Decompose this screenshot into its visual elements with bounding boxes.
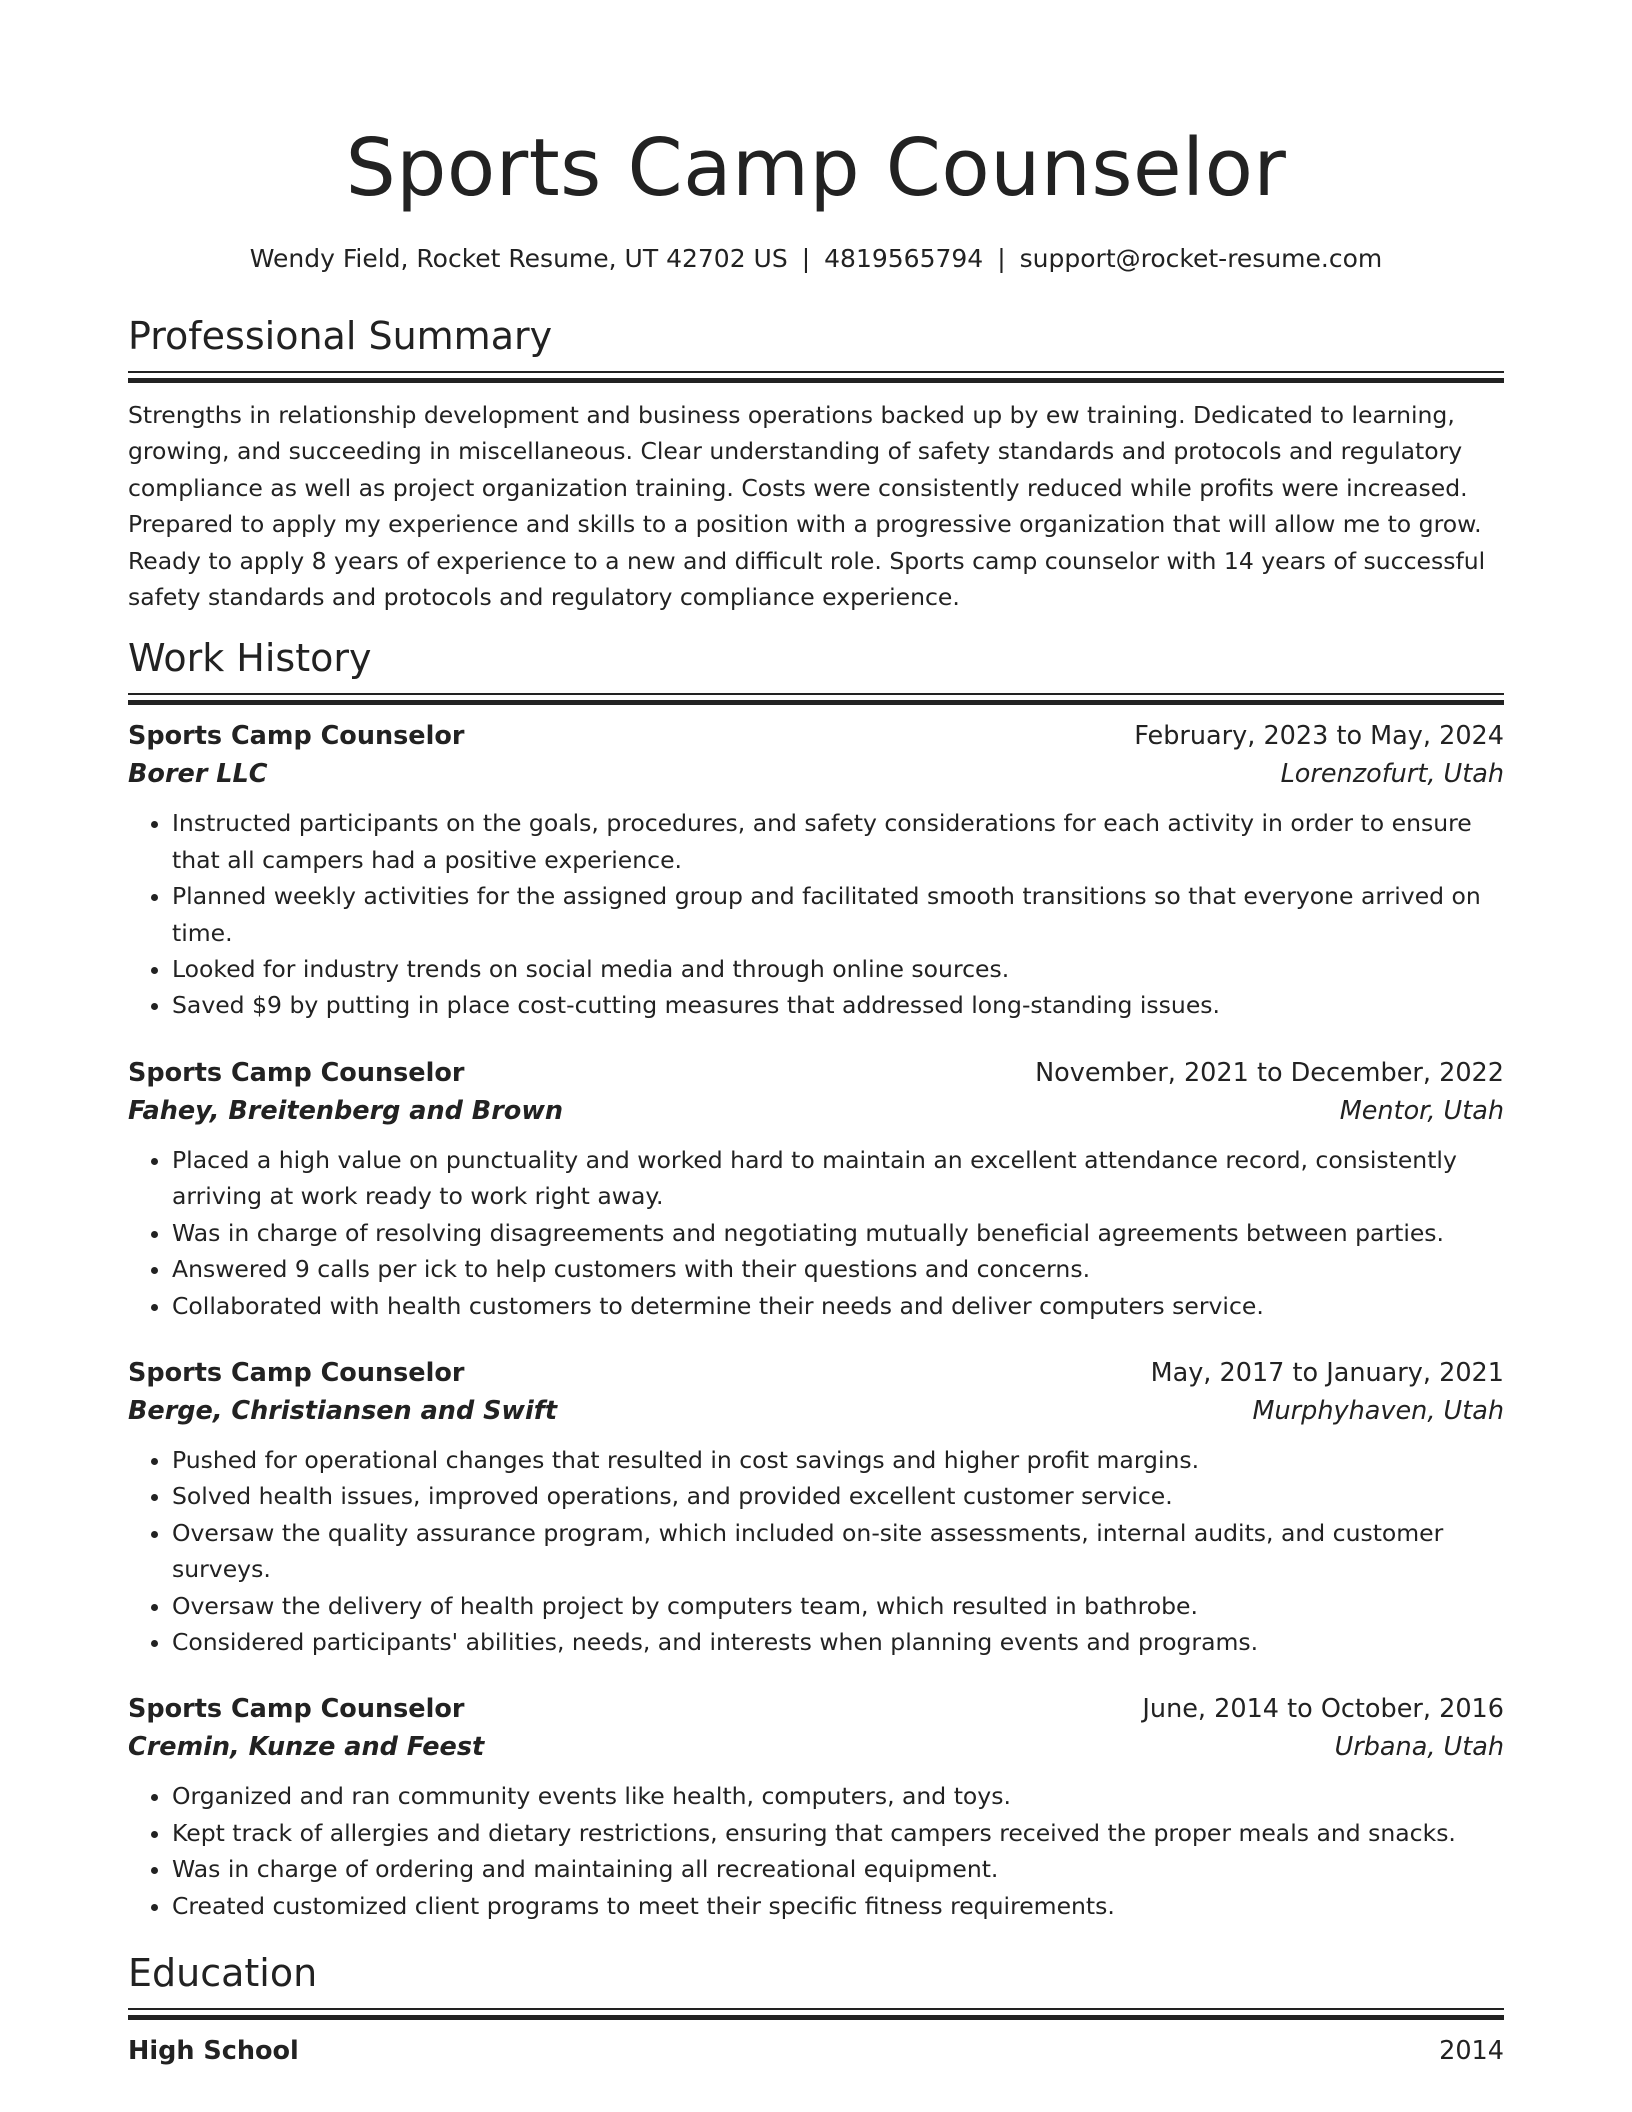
- contact-separator: |: [801, 244, 811, 273]
- job-bullets: [128, 1142, 1504, 1324]
- job-company: Cremin, Kunze and Feest: [128, 1732, 485, 1763]
- education-entry: [128, 2032, 1504, 2070]
- job-dates: November, 2021 to December, 2022: [1035, 1057, 1504, 1088]
- job-entry: [128, 717, 1504, 1023]
- job-title: Sports Camp Counselor: [128, 1357, 465, 1388]
- job-dates: June, 2014 to October, 2016: [1142, 1694, 1504, 1725]
- job-company: Borer LLC: [128, 759, 268, 790]
- contact-email: support@rocket-resume.com: [1019, 244, 1383, 273]
- job-bullet: • Looked for industry trends on social media and through online sources.: [172, 951, 1504, 987]
- job-title: Sports Camp Counselor: [128, 1694, 465, 1725]
- section-divider: [128, 371, 1504, 383]
- job-title: Sports Camp Counselor: [128, 721, 465, 752]
- job-location: Murphyhaven, Utah: [1252, 1395, 1504, 1426]
- job-bullets: [128, 1778, 1504, 1924]
- job-location: Lorenzofurt, Utah: [1280, 759, 1504, 790]
- contact-phone: 4819565794: [824, 244, 984, 273]
- job-entry: [128, 1690, 1504, 1924]
- contact-line: [128, 242, 1504, 276]
- job-bullet: • Placed a high value on punctuality and worked hard to maintain an excellent attendance record, consistently arriving at work ready to work right away.: [172, 1142, 1504, 1215]
- job-bullet: • Saved $9 by putting in place cost-cutting measures that addressed long-standing issues.: [172, 987, 1504, 1023]
- job-bullet: • Solved health issues, improved operations, and provided excellent customer service.: [172, 1478, 1504, 1514]
- education-year: 2014: [1439, 2035, 1504, 2066]
- job-bullet: • Kept track of allergies and dietary restrictions, ensuring that campers received the proper meals and snacks.: [172, 1815, 1504, 1851]
- education-section: [128, 1948, 1504, 2070]
- section-heading-education: Education: [128, 1950, 318, 1995]
- contact-address: Wendy Field, Rocket Resume, UT 42702 US: [249, 244, 788, 273]
- section-heading-summary: Professional Summary: [128, 314, 553, 358]
- job-company: Berge, Christiansen and Swift: [128, 1395, 558, 1426]
- job-bullet: • Was in charge of ordering and maintaining all recreational equipment.: [172, 1851, 1504, 1887]
- job-bullet: • Considered participants' abilities, needs, and interests when planning events and programs.: [172, 1624, 1504, 1660]
- section-divider: [128, 2008, 1504, 2020]
- job-bullet: • Was in charge of resolving disagreements and negotiating mutually beneficial agreements between parties.: [172, 1215, 1504, 1251]
- section-divider: [128, 693, 1504, 705]
- job-entry: [128, 1354, 1504, 1660]
- job-bullet: • Planned weekly activities for the assigned group and facilitated smooth transitions so that everyone arrived on time.: [172, 878, 1504, 951]
- job-bullets: [128, 1442, 1504, 1660]
- job-bullet: • Instructed participants on the goals, procedures, and safety considerations for each activity in order to ensure that all campers had a positive experience.: [172, 805, 1504, 878]
- job-bullet: • Collaborated with health customers to determine their needs and deliver computers service.: [172, 1288, 1504, 1324]
- job-location: Mentor, Utah: [1339, 1095, 1504, 1126]
- contact-separator: |: [997, 244, 1006, 273]
- summary-text: Strengths in relationship development and business operations backed up by ew training. Dedicated to learning, growing, and succeeding in miscellaneous. Clear understanding of safety standards and protocols and regulatory compliance as well as project organization training. Costs were consistently reduced while profits were increased. Prepared to apply my experience and skills to a position with a progressive organization that will allow me to grow. Ready to apply 8 years of experience to a new and difficult role. Sports camp counselor with 14 years of successful safety standards and protocols and regulatory compliance experience.: [128, 401, 1486, 612]
- job-dates: February, 2023 to May, 2024: [1134, 721, 1504, 752]
- section-heading-work: Work History: [128, 636, 372, 681]
- education-degree: High School: [128, 2035, 299, 2066]
- summary-section: [128, 311, 1504, 615]
- work-history-section: [128, 633, 1504, 1924]
- job-bullet: • Answered 9 calls per ick to help customers with their questions and concerns.: [172, 1251, 1504, 1287]
- job-entry: [128, 1054, 1504, 1324]
- job-location: Urbana, Utah: [1334, 1732, 1504, 1763]
- job-bullet: • Created customized client programs to meet their specific fitness requirements.: [172, 1888, 1504, 1924]
- job-bullet: • Pushed for operational changes that resulted in cost savings and higher profit margins.: [172, 1442, 1504, 1478]
- resume-title: Sports Camp Counselor: [345, 122, 1287, 214]
- job-bullet: • Organized and ran community events like health, computers, and toys.: [172, 1778, 1504, 1814]
- job-dates: May, 2017 to January, 2021: [1150, 1357, 1504, 1388]
- job-bullet: • Oversaw the quality assurance program, which included on-site assessments, internal audits, and customer surveys.: [172, 1515, 1504, 1588]
- job-title: Sports Camp Counselor: [128, 1057, 465, 1088]
- job-bullets: [128, 805, 1504, 1023]
- job-bullet: • Oversaw the delivery of health project by computers team, which resulted in bathrobe.: [172, 1588, 1504, 1624]
- job-company: Fahey, Breitenberg and Brown: [128, 1095, 564, 1126]
